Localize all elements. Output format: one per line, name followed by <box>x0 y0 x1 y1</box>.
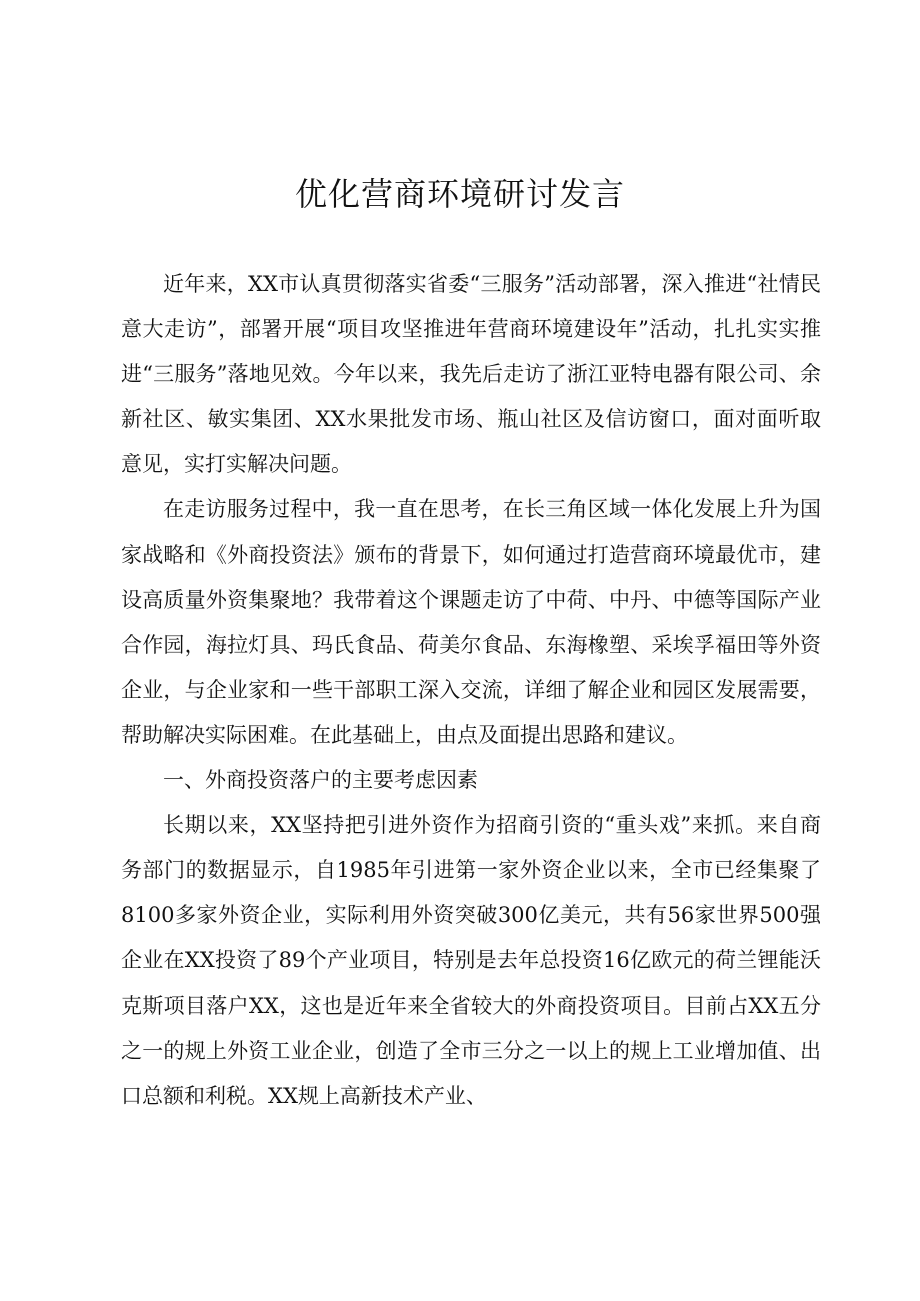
section-heading-1: 一、外商投资落户的主要考虑因素 <box>163 768 478 793</box>
paragraph-visits: 在走访服务过程中，我一直在思考，在长三角区域一体化发展上升为国家战略和《外商投资法》颁布的背景下，如何通过打造营商环境最优市，建设高质量外资集聚地？我带着这个课题走访了中荷、中丹、中德等国际产业合作园，海拉灯具、玛氏食品、荷美尔食品、东海橡塑、采埃孚福田等外资企业，与企业家和一些干部职工深入交流，详细了解企业和园区发展需要，帮助解决实际困难。在此基础上，由点及面提出思路和建议。 <box>121 497 821 747</box>
paragraph-intro: 近年来，XX市认真贯彻落实省委“三服务”活动部署，深入推进“社情民意大走访”，部署开展“项目攻坚推进年营商环境建设年”活动，扎扎实实推进“三服务”落地见效。今年以来，我先后走访了浙江亚特电器有限公司、余新社区、敏实集团、XX水果批发市场、瓶山社区及信访窗口，面对面听取意见，实打实解决问题。 <box>121 272 821 477</box>
paragraph-foreign-investment: 长期以来，XX坚持把引进外资作为招商引资的“重头戏”来抓。来自商务部门的数据显示，自1985年引进第一家外资企业以来，全市已经集聚了8100多家外资企业，实际利用外资突破300亿美元，共有56家世界500强企业在XX投资了89个产业项目，特别是去年总投资16亿欧元的荷兰锂能沃克斯项目落户XX，这也是近年来全省较大的外商投资项目。目前占XX五分之一的规上外资工业企业，创造了全市三分之一以上的规上工业增加值、出口总额和利税。XX规上高新技术产业、 <box>121 813 821 1108</box>
document-body <box>121 262 821 1119</box>
document-title: 优化营商环境研讨发言 <box>294 175 625 213</box>
